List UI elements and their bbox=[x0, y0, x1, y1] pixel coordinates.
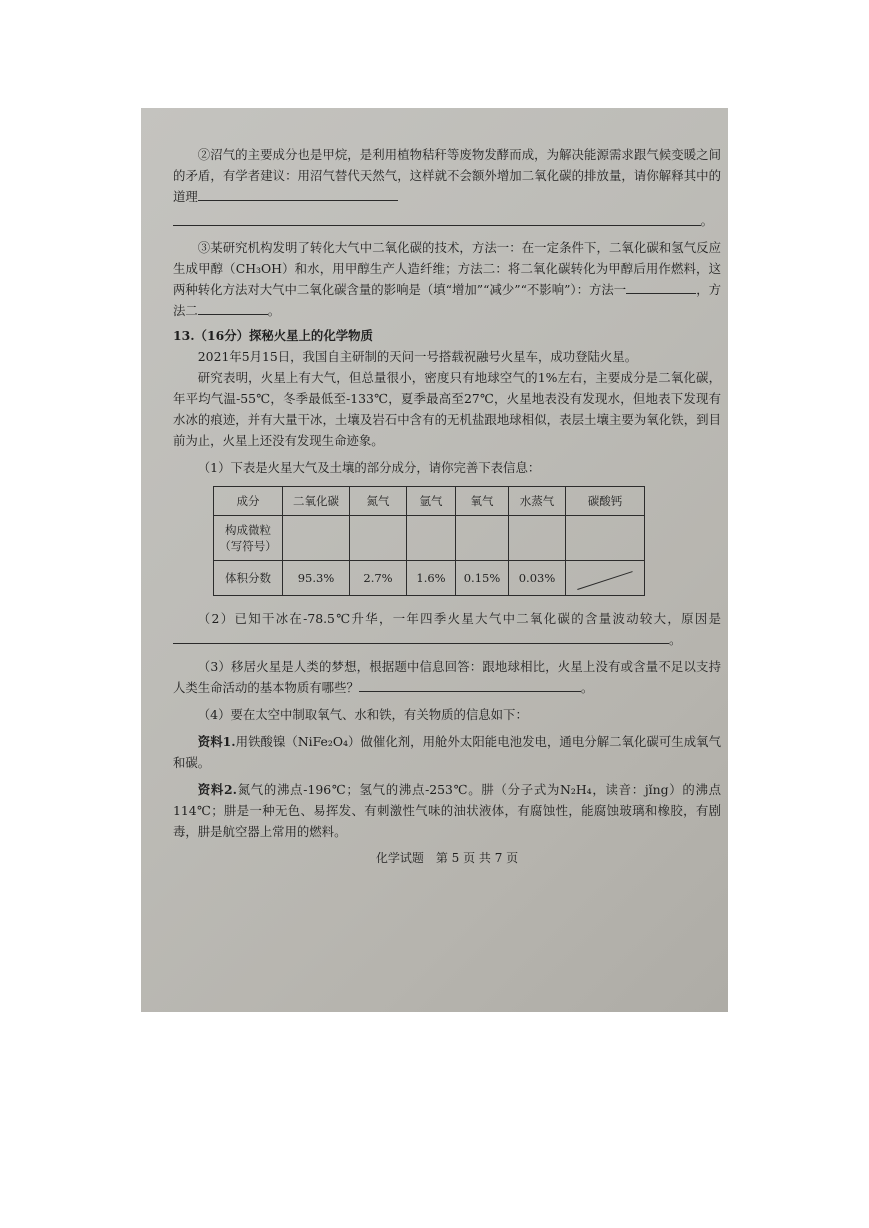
source2-label: 资料2. bbox=[197, 782, 237, 797]
table-row-volume bbox=[214, 561, 645, 596]
table-row-label: 体积分数 bbox=[214, 561, 283, 596]
q13-sub1: （1）下表是火星大气及土壤的部分成分，请你完善下表信息： bbox=[197, 460, 541, 475]
table-answer-cell[interactable] bbox=[407, 516, 456, 561]
q12-part2-text: ②沼气的主要成分也是甲烷，是利用植物秸秆等废物发酵而成，为解决能源需求跟气候变暖之间的矛盾，有学者建议：用沼气替代天然气，这样就不会额外增加二氧化碳的排放量，请你解释其中的道理 bbox=[173, 147, 721, 204]
q12-part3-text: ③某研究机构发明了转化大气中二氧化碳的技术，方法一：在一定条件下，二氧化碳和氢气反应生成甲醇（CH₃OH）和水，用甲醇生产人造纤维；方法二：将二氧化碳转化为甲醇后用作燃料，这两种转化方法对大气中二氧化碳含量的影响是（填“增加”“减少”“不影响”）：方法一 bbox=[173, 240, 721, 297]
source1-text: 用铁酸镍（NiFe₂O₄）做催化剂，用舱外太阳能电池发电，通电分解二氧化碳可生成氧气和碳。 bbox=[173, 734, 721, 770]
q13-sub3 bbox=[173, 656, 721, 698]
table-slash-cell bbox=[566, 561, 645, 596]
table-volume-value: 95.3% bbox=[283, 561, 350, 596]
q13-sub3-text: （3）移居火星是人类的梦想，根据题中信息回答：跟地球相比，火星上没有或含量不足以支持人类生命活动的基本物质有哪些？ bbox=[173, 659, 721, 695]
table-header-label: 成分 bbox=[214, 487, 283, 516]
table-component: 氮气 bbox=[350, 487, 407, 516]
q13-sub2-end: 。 bbox=[669, 632, 682, 647]
table-answer-cell[interactable] bbox=[456, 516, 509, 561]
answer-blank-method1[interactable] bbox=[626, 279, 696, 294]
table-component: 水蒸气 bbox=[509, 487, 566, 516]
page-footer: 化学试题 第 5 页 共 7 页 bbox=[375, 851, 519, 865]
source2-text: 氮气的沸点-196℃；氢气的沸点-253℃。肼（分子式为N₂H₄，读音：jǐng）的沸点114℃；肼是一种无色、易挥发、有刺激性气味的油状液体，有腐蚀性，能腐蚀玻璃和橡胶，有剧毒，肼是航空器上常用的燃料。 bbox=[173, 782, 721, 839]
table-row-label: 构成微粒（写符号） bbox=[214, 516, 283, 561]
q13-intro1: 2021年5月15日，我国自主研制的天问一号搭载祝融号火星车，成功登陆火星。 bbox=[197, 349, 638, 364]
table-row-components bbox=[214, 487, 645, 516]
q13-source2 bbox=[173, 779, 721, 842]
q13-heading: 13.（16分）探秘火星上的化学物质 bbox=[173, 328, 373, 343]
table-component: 二氧化碳 bbox=[283, 487, 350, 516]
q12-part2 bbox=[173, 144, 721, 207]
table-row-particles bbox=[214, 516, 645, 561]
table-volume-value: 2.7% bbox=[350, 561, 407, 596]
table-component: 碳酸钙 bbox=[566, 487, 645, 516]
q13-sub2 bbox=[173, 608, 721, 650]
table-answer-cell[interactable] bbox=[283, 516, 350, 561]
q13-intro2: 研究表明，火星上有大气，但总量很小，密度只有地球空气的1%左右，主要成分是二氧化碳，年平均气温-55℃，冬季最低至-133℃，夏季最高至27℃，火星地表没有发现水，但地表下发现有水冰的痕迹，并有大量干冰，土壤及岩石中含有的无机盐跟地球相似，表层土壤主要为氧化铁，到目前为止，火星上还没有发现生命迹象。 bbox=[173, 370, 721, 448]
mars-composition-table-wrap bbox=[213, 486, 721, 596]
answer-blank[interactable] bbox=[359, 677, 581, 692]
table-answer-cell[interactable] bbox=[509, 516, 566, 561]
table-volume-value: 0.15% bbox=[456, 561, 509, 596]
q12-part2-end: 。 bbox=[700, 213, 713, 228]
table-volume-value: 1.6% bbox=[407, 561, 456, 596]
q13-source1 bbox=[173, 731, 721, 773]
table-component: 氧气 bbox=[456, 487, 509, 516]
exam-page-photo bbox=[141, 108, 728, 1012]
source1-label: 资料1. bbox=[197, 734, 236, 749]
answer-blank-method2[interactable] bbox=[198, 300, 268, 315]
table-component: 氩气 bbox=[407, 487, 456, 516]
exam-content bbox=[173, 144, 721, 869]
q12-part3-mid: ，方法二 bbox=[173, 282, 722, 318]
diagonal-slash bbox=[577, 571, 633, 590]
q13-sub3-end: 。 bbox=[580, 680, 594, 695]
q13-sub4: （4）要在太空中制取氧气、水和铁，有关物质的信息如下： bbox=[197, 707, 528, 722]
answer-blank[interactable] bbox=[173, 629, 669, 644]
table-volume-value: 0.03% bbox=[509, 561, 566, 596]
q13-sub2-text: （2）已知干冰在-78.5℃升华，一年四季火星大气中二氧化碳的含量波动较大，原因是 bbox=[197, 611, 721, 626]
q12-part3-end: 。 bbox=[267, 303, 281, 318]
q12-part3 bbox=[173, 237, 721, 321]
table-answer-cell[interactable] bbox=[566, 516, 645, 561]
table-answer-cell[interactable] bbox=[350, 516, 407, 561]
mars-composition-table bbox=[213, 486, 645, 596]
answer-blank[interactable] bbox=[198, 186, 398, 201]
